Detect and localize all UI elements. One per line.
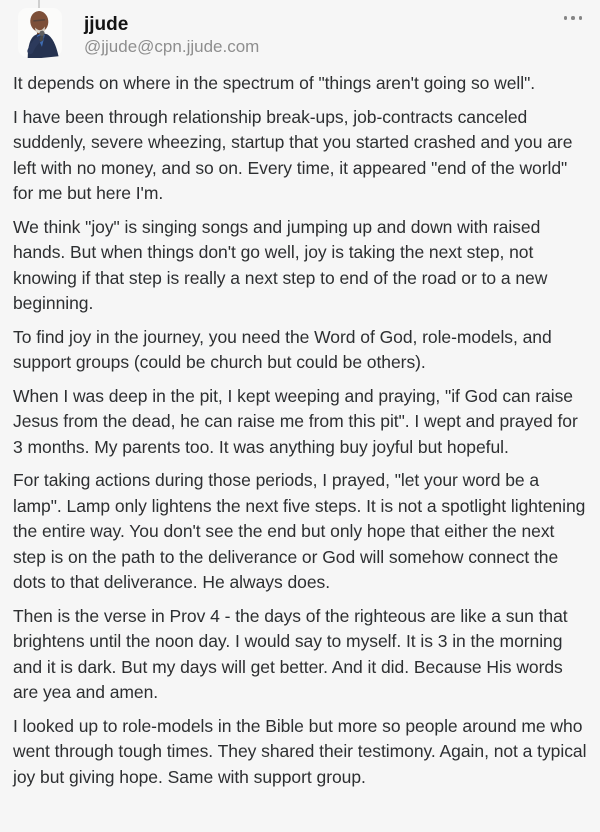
author-handle[interactable]: @jjude@cpn.jjude.com <box>84 37 260 56</box>
more-options-icon <box>564 16 583 20</box>
author-block <box>84 8 560 57</box>
author-display-name[interactable]: jjude <box>84 14 129 35</box>
post-paragraph: For taking actions during those periods, I prayed, "let your word be a lamp". Lamp only lightens the next five steps. It is not a spotlight lightening the entire way. You don't see the end but only hope that either the next step is on the path to the deliverance or God will somehow connect the dots to that deliverance. He always does. <box>13 470 586 592</box>
avatar[interactable] <box>17 8 63 58</box>
post-paragraph: When I was deep in the pit, I kept weeping and praying, "if God can raise Jesus from the dead, he can raise me from this pit". I wept and prayed for 3 months. My parents too. It was anything buy joyful but hopeful. <box>13 385 578 457</box>
post-paragraph: We think "joy" is singing songs and jumping up and down with raised hands. But when things don't go well, joy is taking the next step, not knowing if that step is really a next step to end of the road or to a new beginning. <box>13 216 548 313</box>
post-paragraph: I have been through relationship break-ups, job-contracts canceled suddenly, severe wheezing, startup that you started crashed and you are left with no money, and so on. Every time, it appeared "end of the world" for me but here I'm. <box>13 106 573 203</box>
post-paragraph: Then is the verse in Prov 4 - the days of the righteous are like a sun that brightens until the noon day. I would say to myself. It is 3 in the morning and it is dark. But my days will get better. And it did. Because His words are yea and amen. <box>13 605 568 702</box>
post-paragraph: I looked up to role-models in the Bible but more so people around me who went through tough times. They shared their testimony. Again, not a typical joy but giving hope. Same with support group. <box>13 715 587 787</box>
post-body <box>0 58 600 790</box>
more-options-button[interactable] <box>560 8 587 28</box>
avatar-image <box>17 8 63 58</box>
post-paragraph: It depends on where in the spectrum of "things aren't going so well". <box>13 73 536 93</box>
post-header <box>0 0 600 58</box>
post-paragraph: To find joy in the journey, you need the Word of God, role-models, and support groups (could be church but could be others). <box>13 326 552 372</box>
